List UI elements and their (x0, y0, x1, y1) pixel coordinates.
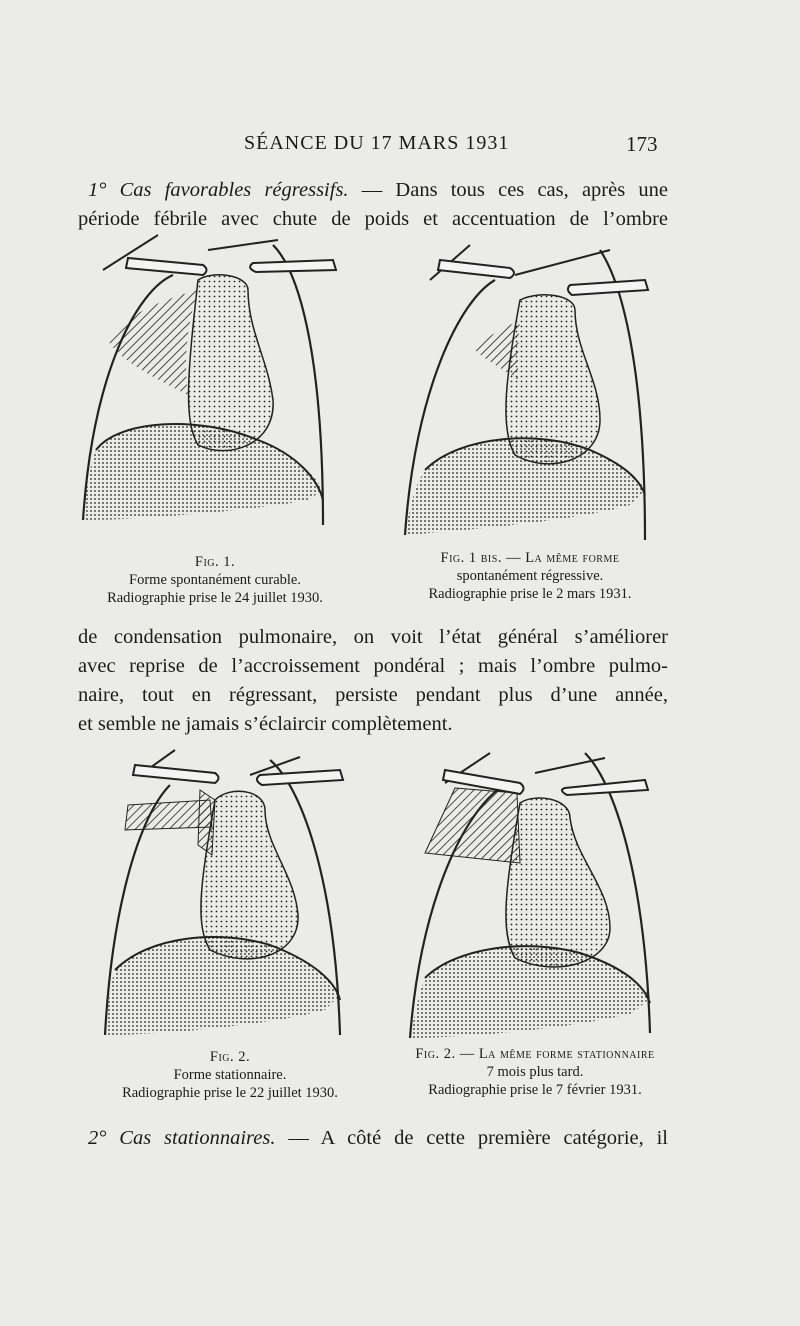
chest-xray-diagram-1 (78, 230, 348, 530)
figure-2-caption (85, 1048, 375, 1102)
figure-2-label: Fig. 2. (209, 1049, 251, 1065)
middle-line-4: et semble ne jamais s’éclaircir complètement. (78, 713, 453, 735)
figure-1-caption-line-1: Forme spontanément curable. (129, 572, 301, 588)
figure-2-later-caption-line-1: 7 mois plus tard. (486, 1064, 584, 1080)
final-line-1-rest: — A côté de cette première catégorie, il (275, 1127, 668, 1149)
page-header (0, 132, 800, 158)
figure-1-caption (70, 553, 360, 607)
final-paragraph (78, 1124, 668, 1153)
intro-line-1 (78, 176, 668, 205)
figure-1bis-caption-line-2: Radiographie prise le 2 mars 1931. (428, 586, 632, 602)
middle-paragraph (78, 623, 668, 739)
intro-paragraph (78, 176, 668, 234)
figure-2-caption-line-2: Radiographie prise le 22 juillet 1930. (122, 1085, 338, 1101)
figure-1bis-caption-line-1: spontanément régressive. (456, 568, 604, 584)
section-heading-stationnaires: 2° Cas stationnaires. (88, 1127, 276, 1149)
figure-1bis-drawing (400, 240, 665, 540)
page-number: 173 (626, 132, 658, 156)
middle-line-1: de condensation pulmonaire, on voit l’état général s’améliorer (78, 626, 668, 648)
figure-1bis-label: Fig. 1 bis. — La même forme (440, 550, 620, 566)
intro-line-2: période fébrile avec chute de poids et accentuation de l’ombre (78, 208, 668, 230)
figure-2-drawing (100, 745, 360, 1040)
middle-line-2: avec reprise de l’accroissement pondéral ; mais l’ombre pulmo- (78, 655, 668, 677)
figure-1-drawing (78, 230, 348, 530)
final-line-1 (78, 1124, 668, 1153)
running-title: SÉANCE DU 17 MARS 1931 (244, 132, 510, 154)
intro-line-1-rest: — Dans tous ces cas, après une (348, 179, 668, 201)
section-heading-favorables: 1° Cas favorables régressifs. (88, 179, 349, 201)
middle-line-3: naire, tout en régressant, persiste pendant plus d’une année, (78, 684, 668, 706)
figure-2-later-drawing (405, 748, 665, 1040)
chest-xray-diagram-2 (100, 745, 360, 1040)
figure-2-later-caption-line-2: Radiographie prise le 7 février 1931. (428, 1082, 642, 1098)
figure-2-later-label: Fig. 2. — La même forme stationnaire (415, 1046, 655, 1062)
figure-2-caption-line-1: Forme stationnaire. (173, 1067, 287, 1083)
figure-1-caption-line-2: Radiographie prise le 24 juillet 1930. (107, 590, 323, 606)
figure-2-later-caption (385, 1045, 685, 1099)
chest-xray-diagram-2-later (405, 748, 665, 1040)
chest-xray-diagram-1bis (400, 240, 665, 540)
figure-1-label: Fig. 1. (194, 554, 236, 570)
figure-1bis-caption (380, 549, 680, 603)
